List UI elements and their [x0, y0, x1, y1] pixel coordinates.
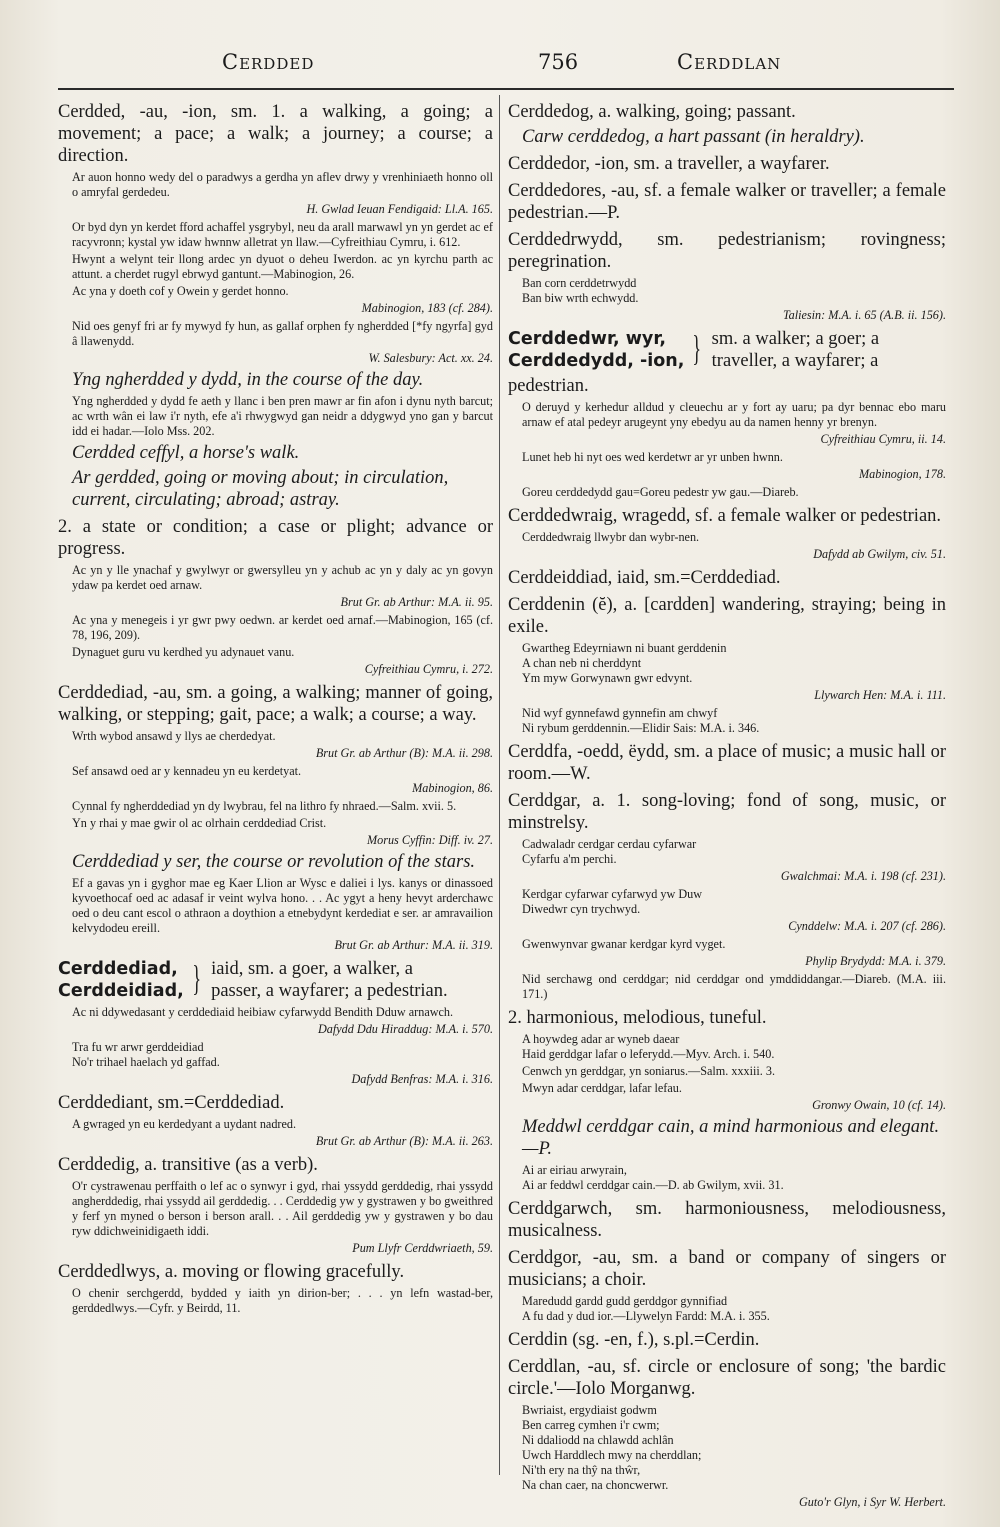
citation-source: Brut Gr. ab Arthur (B): M.A. ii. 298. — [315, 746, 493, 760]
citation-source: H. Gwlad Ieuan Fendigaid: Ll.A. 165. — [306, 202, 493, 216]
citation-source: Gronwy Owain, 10 (cf. 14). — [812, 1098, 946, 1112]
citation-quote — [522, 1163, 946, 1193]
poem-line: Nid wyf gynnefawd gynnefin am chwyf — [522, 706, 718, 720]
poem-line: Ni'th ery na thŷ na thŵr, — [522, 1463, 641, 1477]
dictionary-entry: Cerddedores, -au, sf. a female walker or traveller; a female pedestrian.—P. — [508, 181, 946, 223]
right-column — [508, 96, 946, 1513]
citation-quote — [522, 1032, 946, 1062]
dictionary-entry: Cerddediad, -au, sm. a going, a walking; manner of going, walking, or stepping; gait, pace; a walk; a course; a way. — [58, 683, 493, 725]
dictionary-entry: Cerddfa, -oedd, ëydd, sm. a place of music; a music hall or room.—W. — [508, 742, 946, 784]
citation-quote — [72, 1040, 493, 1070]
dictionary-entry: Cerddin (sg. -en, f.), s.pl.=Cerdin. — [508, 1330, 760, 1350]
citation-quote: Ar auon honno wedy del o paradwys a gerdha yn aflev drwy y vrenhiniaeth honno oll o amryfal gerdedeu. — [72, 170, 493, 199]
citation-source: Dafydd Ddu Hiraddug: M.A. i. 570. — [317, 1022, 493, 1036]
phrase-entry: Cerdded ceffyl, a horse's walk. — [72, 443, 300, 463]
dictionary-entry: Cerddeiddiad, iaid, sm.=Cerddediad. — [508, 568, 781, 588]
citation-source: Guto'r Glyn, i Syr W. Herbert. — [798, 1495, 946, 1509]
citation-source: Morus Cyffin: Diff. iv. 27. — [366, 833, 493, 847]
citation-quote: Yn y rhai y mae gwir ol ac olrhain cerddediad Crist. — [72, 816, 327, 830]
citation-source: Dafydd Benfras: M.A. i. 316. — [351, 1072, 493, 1086]
citation-quote: A gwraged yn eu kerdedyant a uydant nadred. — [72, 1117, 297, 1131]
entry-definition: iaid, sm. a goer, a walker, a — [211, 959, 413, 979]
citation-quote: Cerddedwraig llwybr dan wybr-nen. — [522, 530, 700, 544]
citation-quote — [522, 706, 946, 736]
dictionary-entry: Cerddenin (ĕ), a. [cardden] wandering, straying; being in exile. — [508, 595, 946, 637]
citation-source: W. Salesbury: Act. xx. 24. — [368, 351, 493, 365]
paired-entry — [58, 958, 493, 1002]
citation-quote: Goreu cerddedydd gau=Goreu pedestr yw gau.—Diareb. — [522, 485, 799, 499]
phrase-entry: Meddwl cerddgar cain, a mind harmonious and elegant.—P. — [522, 1117, 940, 1159]
citation-quote: Ac yna y doeth cof y Owein y gerdet honno. — [72, 284, 289, 298]
phrase-entry: Cerddediad y ser, the course or revolution of the stars. — [72, 852, 476, 872]
phrase-entry: Carw cerddedog, a hart passant (in heraldry). — [522, 127, 865, 147]
citation-quote: Mwyn adar cerddgar, lafar lefau. — [522, 1081, 682, 1095]
column-divider — [499, 95, 500, 1475]
poem-line: Ni ddaliodd na chlawdd achlân — [522, 1433, 674, 1447]
poem-line: Maredudd gardd gudd gerddgor gynnifiad — [522, 1294, 728, 1308]
dictionary-entry: Cerddediant, sm.=Cerddediad. — [58, 1093, 285, 1113]
citation-source: Cyfreithiau Cymru, i. 272. — [364, 662, 493, 676]
poem-line: Ai ar eiriau arwyrain, — [522, 1163, 627, 1177]
dictionary-entry: 2. a state or condition; a case or plight; advance or progress. — [58, 517, 493, 559]
dictionary-entry: 2. harmonious, melodious, tuneful. — [508, 1008, 767, 1028]
citation-source: Llywarch Hen: M.A. i. 111. — [814, 688, 946, 702]
dictionary-entry: Cerddgor, -au, sm. a band or company of singers or musicians; a choir. — [508, 1248, 946, 1290]
dictionary-entry: Cerddedig, a. transitive (as a verb). — [58, 1155, 318, 1175]
citation-quote: Cenwch yn gerddgar, yn soniarus.—Salm. xxxiii. 3. — [522, 1064, 776, 1078]
citation-source: Phylip Brydydd: M.A. i. 379. — [805, 954, 946, 968]
citation-quote: O chenir serchgerdd, bydded y iaith yn dirion-ber; . . . yn lefn wastad-ber, gerddedlwys.—Cyfr. y Beirdd, 11. — [72, 1286, 493, 1315]
poem-line: Cyfarfu a'm perchi. — [522, 852, 617, 866]
citation-quote: Wrth wybod ansawd y llys ae cherdedyat. — [72, 729, 276, 743]
citation-quote: Cynnal fy ngherddediad yn dy lwybrau, fel na lithro fy nhraed.—Salm. xvii. 5. — [72, 799, 457, 813]
poem-line: A fu dad y dud ior.—Llywelyn Fardd: M.A. i. 355. — [522, 1309, 770, 1323]
citation-quote: O'r cystrawenau perffaith o lef ac o synwyr i gyd, rhai yssydd gerddedig, rhai yssydd angherddedig, rhai yssydd ail gerddedig. . . Cerddedig yw y gystrawen y bo gweithred y ferf yn myned o berson i berson arall. . . Ail gerddedig yw y gystrawen y bo dau ryw ddichweinidigaeth iddi. — [72, 1179, 493, 1238]
citation-source: Pum Llyfr Cerddwriaeth, 59. — [352, 1241, 493, 1255]
citation-quote — [522, 1294, 946, 1324]
poem-line: Diwedwr cyn trychwyd. — [522, 902, 641, 916]
citation-source: Brut Gr. ab Arthur: M.A. ii. 319. — [334, 938, 493, 952]
entry-definition: traveller, a wayfarer; a — [711, 351, 879, 371]
entry-definition: passer, a wayfarer; a pedestrian. — [211, 981, 448, 1001]
left-column — [58, 96, 493, 1318]
poem-line: Ben carreg cymhen i'r cwm; — [522, 1418, 660, 1432]
dictionary-entry: Cerddedrwydd, sm. pedestrianism; rovingness; peregrination. — [508, 230, 946, 272]
poem-line: Bwriaist, ergydiaist godwm — [522, 1403, 657, 1417]
citation-source: Brut Gr. ab Arthur: M.A. ii. 95. — [340, 595, 493, 609]
poem-line: A chan neb ni cherddynt — [522, 656, 642, 670]
citation-quote — [522, 641, 946, 686]
poem-line: Ai ar feddwl cerddgar cain.—D. ab Gwilym, xvii. 31. — [522, 1178, 784, 1192]
citation-quote: Ac ni ddywedasant y cerddediaid heibiaw cyfarwydd Bendith Dduw arnawch. — [72, 1005, 454, 1019]
citation-source: Cynddelw: M.A. i. 207 (cf. 286). — [788, 919, 946, 933]
citation-quote — [522, 887, 946, 917]
brace-glyph: } — [692, 328, 702, 368]
entry-headword: Cerddedydd, -ion, — [508, 351, 685, 371]
page-number: 756 — [538, 50, 579, 74]
citation-quote: O deruyd y kerhedur alldud y cleuechu ar y fort ay uaru; pa dyr bennac ebo maru arnaw ef atal pedeyr arugeynt yny ebedyu au da namen henny yr brenyn. — [522, 400, 946, 429]
dictionary-entry: Cerddgar, a. 1. song-loving; fond of song, music, or minstrelsy. — [508, 791, 946, 833]
phrase-entry: Ar gerdded, going or moving about; in circulation, current, circulating; abroad; astray. — [72, 468, 449, 510]
paired-entry — [508, 328, 946, 372]
phrase-entry: Yng ngherdded y dydd, in the course of the day. — [72, 370, 424, 390]
citation-source: Mabinogion, 178. — [858, 467, 946, 481]
entry-definition: pedestrian. — [508, 376, 589, 396]
poem-line: Ban corn cerddetrwydd — [522, 276, 637, 290]
header-rule — [58, 88, 954, 90]
citation-quote: Or byd dyn yn kerdet fford achaffel ysgrybyl, neu da arall marwawl yn yn gerdet ac ef racyvronn; kystal yw idaw hwnnw alletrat yn llaw.—Cyfreithiau Cymru, i. 612. — [72, 220, 493, 249]
citation-quote: Hwynt a welynt teir llong ardec yn dyuot o deheu Iwerdon. ac yn kyrchu parth ac attunt. a cherdet rugyl ebrwyd gantunt.—Mabinogion, 26. — [72, 252, 493, 281]
dictionary-entry: Cerddedwraig, wragedd, sf. a female walker or pedestrian. — [508, 506, 942, 526]
header-left-guideword: Cerdded — [222, 50, 315, 74]
entry-definition: sm. a walker; a goer; a — [711, 329, 880, 349]
dictionary-entry: Cerdded, -au, -ion, sm. 1. a walking, a going; a movement; a pace; a walk; a journey; a course; a direction. — [58, 102, 493, 166]
brace-glyph: } — [192, 958, 201, 998]
running-header — [60, 44, 955, 84]
poem-line: Ni rybum gerddennin.—Elidir Sais: M.A. i. 346. — [522, 721, 760, 735]
citation-quote: Ef a gavas yn i gyghor mae eg Kaer Llion ar Wysc e daliei i lys. kanys or dinassoed kyvoethocaf oed ac adasaf ir veint wylva hono. . . Ac ygyt a heny hevyt arderchawc oed o deu cant escol o athraon a doythion a etnebydynt kerdediat e ser. ar amravailion kelvydodeu ereill. — [72, 876, 493, 935]
entry-headword: Cerddedwr, wyr, — [508, 329, 667, 349]
citation-quote: Ac yna y menegeis i yr gwr pwy oedwn. ar kerdet oed arnaf.—Mabinogion, 165 (cf. 78, 196, 209). — [72, 613, 493, 642]
poem-line: Kerdgar cyfarwar cyfarwyd yw Duw — [522, 887, 703, 901]
poem-line: Cadwaladr cerdgar cerdau cyfarwar — [522, 837, 697, 851]
dictionary-entry: Cerddedog, a. walking, going; passant. — [508, 102, 796, 122]
poem-line: A hoywdeg adar ar wyneb daear — [522, 1032, 680, 1046]
citation-quote: Ac yn y lle ynachaf y gwylwyr or gwersylleu yn y achub ac yn y daly ac yn govyn ydaw pa kerdet oed arnaw. — [72, 563, 493, 592]
citation-source: Mabinogion, 86. — [412, 781, 493, 795]
citation-source: Gwalchmai: M.A. i. 198 (cf. 231). — [780, 869, 946, 883]
entry-headword: Cerddediad, — [58, 959, 178, 979]
citation-quote — [522, 1403, 946, 1493]
citation-source: Dafydd ab Gwilym, civ. 51. — [813, 547, 946, 561]
citation-quote: Sef ansawd oed ar y kennadeu yn eu kerdetyat. — [72, 764, 302, 778]
dictionary-entry: Cerddgarwch, sm. harmoniousness, melodiousness, musicalness. — [508, 1199, 946, 1241]
citation-source: Taliesin: M.A. i. 65 (A.B. ii. 156). — [782, 308, 946, 322]
poem-line: Gwartheg Edeyrniawn ni buant gerddenin — [522, 641, 727, 655]
dictionary-entry: Cerddedlwys, a. moving or flowing gracefully. — [58, 1262, 405, 1282]
citation-source: Cyfreithiau Cymru, ii. 14. — [820, 432, 946, 446]
citation-quote: Gwenwynvar gwanar kerdgar kyrd vyget. — [522, 937, 726, 951]
citation-quote: Nid oes genyf fri ar fy mywyd fy hun, as gallaf orphen fy ngherdded [*fy ngyrfa] gyd â llawenydd. — [72, 319, 493, 348]
dictionary-entry: Cerddedor, -ion, sm. a traveller, a wayfarer. — [508, 154, 830, 174]
poem-line: Uwch Harddlech mwy na cherddlan; — [522, 1448, 702, 1462]
entry-headword: Cerddeidiad, — [58, 981, 184, 1001]
citation-quote: Dynaguet guru vu kerdhed yu adynauet vanu. — [72, 645, 295, 659]
poem-line: Haid gerddgar lafar o leferydd.—Myv. Arch. i. 540. — [522, 1047, 775, 1061]
citation-quote — [522, 276, 946, 306]
citation-quote: Yng ngherdded y dydd fe aeth y llanc i ben pren mawr ar fin afon i dynu nyth barcut; ac wrth wân ei law i'r nyth, efe a'i rhwygwyd gan neidr a ddygwyd yno gan y barcut idd ei hadar.—Iolo Mss. 202. — [72, 394, 493, 438]
poem-line: Tra fu wr arwr gerddeidiad — [72, 1040, 204, 1054]
citation-quote: Nid serchawg ond cerddgar; nid cerddgar ond ymddiddangar.—Diareb. (M.A. iii. 171.) — [522, 972, 946, 1001]
dictionary-entry: Cerddlan, -au, sf. circle or enclosure of song; 'the bardic circle.'—Iolo Morganwg. — [508, 1357, 946, 1399]
citation-source: Mabinogion, 183 (cf. 284). — [361, 301, 493, 315]
citation-source: Brut Gr. ab Arthur (B): M.A. ii. 263. — [315, 1134, 493, 1148]
poem-line: Ban biw wrth echwydd. — [522, 291, 639, 305]
header-right-guideword: Cerddlan — [677, 50, 782, 74]
citation-quote: Lunet heb hi nyt oes wed kerdetwr ar yr unben hwnn. — [522, 450, 783, 464]
poem-line: Ym myw Gorwynawn gwr edvynt. — [522, 671, 693, 685]
poem-line: No'r trihael haelach yd gaffad. — [72, 1055, 220, 1069]
citation-quote — [522, 837, 946, 867]
poem-line: Na chan caer, na choncwerwr. — [522, 1478, 669, 1492]
